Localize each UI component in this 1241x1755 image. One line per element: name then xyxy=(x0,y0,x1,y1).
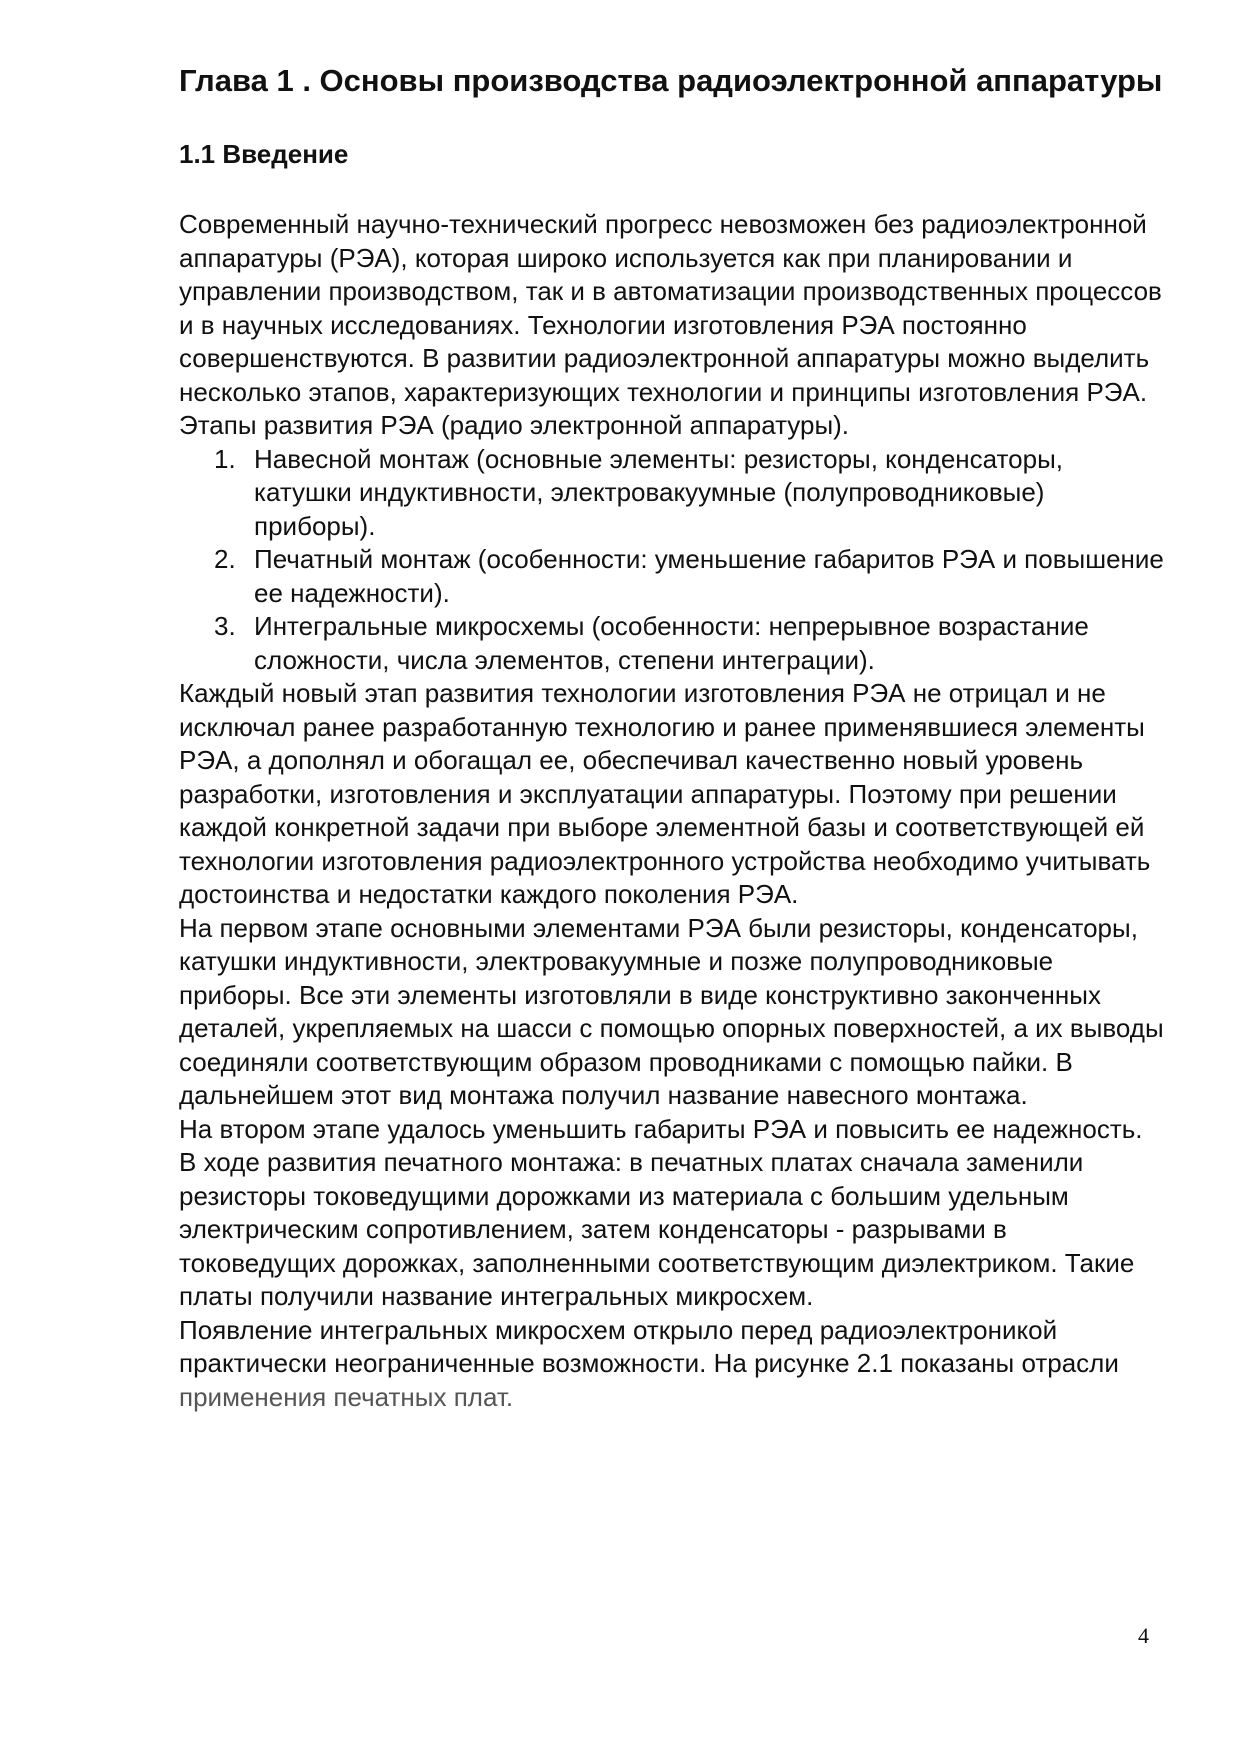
second-stage-paragraph: На втором этапе удалось уменьшить габариты РЭА и повысить ее надежность. В ходе развития печатного монтажа: в печатных платах сначала заменили резисторы токоведущими дорожками из материала с большим удельным электрическим сопротивлением, затем конденсаторы - разрывами в токоведущих дорожках, заполненными соответствующим диэлектриком. Такие платы получили название интегральных микросхем. xyxy=(179,1113,1143,1311)
list-item xyxy=(179,610,1164,677)
list-item-text: Печатный монтаж (особенности: уменьшение габаритов РЭА и повышение ее надежности). xyxy=(254,544,1164,608)
stages-list xyxy=(179,443,1164,678)
conclusion-text: Появление интегральных микросхем открыло перед радиоэлектроникой практически неограниченные возможности. На рисунке 2.1 показаны отрасли xyxy=(179,1314,1119,1378)
stages-heading: Этапы развития РЭА (радио электронной аппаратуры). xyxy=(179,410,850,440)
chapter-title: Глава 1 . Основы производства радиоэлектронной аппаратуры xyxy=(179,63,1163,98)
list-item-text: Интегральные микросхемы (особенности: непрерывное возрастание сложности, числа элементов, степени интеграции). xyxy=(254,611,1089,675)
list-item xyxy=(179,443,1164,544)
list-item-number: 1. xyxy=(214,443,236,474)
list-item xyxy=(179,543,1164,610)
each-stage-paragraph: Каждый новый этап развития технологии изготовления РЭА не отрицал и не исключал ранее разработанную технологию и ранее применявшиеся элементы РЭА, а дополнял и обогащал ее, обеспечивал качественно новый уровень разработки, изготовления и эксплуатации аппаратуры. Поэтому при решении каждой конкретной задачи при выборе элементной базы и соответствующей ей технологии изготовления радиоэлектронного устройства необходимо учитывать достоинства и недостатки каждого поколения РЭА. xyxy=(179,678,1151,909)
document-page xyxy=(179,62,1164,1414)
intro-paragraph: Современный научно-технический прогресс невозможен без радиоэлектронной аппаратуры (РЭА), которая широко используется как при планировании и управлении производством, так и в автоматизации производственных процессов и в научных исследованиях. Технологии изготовления РЭА постоянно совершенствуются. В развитии радиоэлектронной аппаратуры можно выделить несколько этапов, характеризующих технологии и принципы изготовления РЭА. xyxy=(179,209,1162,407)
conclusion-tail-text: применения печатных плат. xyxy=(179,1381,514,1412)
list-item-number: 2. xyxy=(214,544,236,574)
first-stage-paragraph: На первом этапе основными элементами РЭА были резисторы, конденсаторы, катушки индуктивности, электровакуумные и позже полупроводниковые приборы. Все эти элементы изготовляли в виде конструктивно законченных деталей, укрепляемых на шасси с помощью опорных поверхностей, а их выводы соединяли соответствующим образом проводниками с помощью пайки. В дальнейшем этот вид монтажа получил название навесного монтажа. xyxy=(179,912,1164,1110)
list-item-number: 3. xyxy=(214,611,236,641)
page-number: 4 xyxy=(1138,1623,1149,1648)
list-item-text: Навесной монтаж (основные элементы: резисторы, конденсаторы, катушки индуктивности, электровакуумные (полупроводниковые) приборы). xyxy=(254,443,1063,541)
section-title: 1.1 Введение xyxy=(179,139,349,169)
conclusion-paragraph xyxy=(179,1314,1164,1415)
